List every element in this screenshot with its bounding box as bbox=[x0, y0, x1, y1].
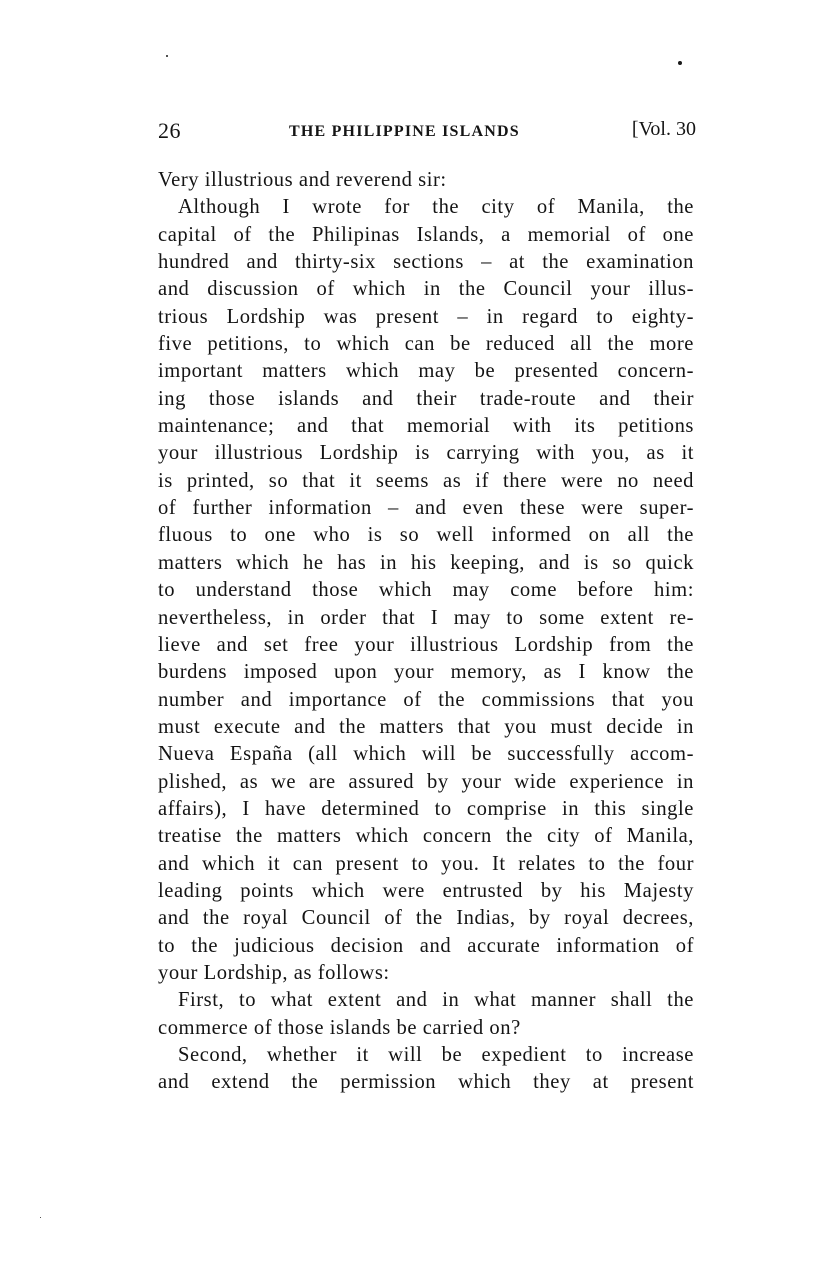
page-header bbox=[158, 118, 696, 148]
text-line: and which it can present to you. It relates to the four bbox=[158, 852, 694, 875]
running-title: THE PHILIPPINE ISLANDS bbox=[289, 123, 520, 140]
text-line: and the royal Council of the Indias, by royal decrees, bbox=[158, 907, 694, 930]
print-speck bbox=[678, 61, 682, 65]
text-line: to understand those which may come before him: bbox=[158, 579, 694, 602]
text-line: lieve and set free your illustrious Lordship from the bbox=[158, 633, 694, 656]
text-line: Although I wrote for the city of Manila, the bbox=[178, 196, 694, 219]
text-line: is printed, so that it seems as if there were no need bbox=[158, 469, 694, 492]
text-line: your Lordship, as follows: bbox=[158, 961, 390, 984]
text-line: and discussion of which in the Council your illus- bbox=[158, 278, 694, 301]
text-line: important matters which may be presented concern- bbox=[158, 360, 694, 383]
text-line: and extend the permission which they at present bbox=[158, 1071, 694, 1094]
page-number: 26 bbox=[158, 118, 181, 143]
text-line: capital of the Philipinas Islands, a memorial of one bbox=[158, 223, 694, 246]
print-speck bbox=[40, 1217, 41, 1218]
text-line: Very illustrious and reverend sir: bbox=[158, 169, 447, 191]
text-line: must execute and the matters that you must decide in bbox=[158, 715, 694, 738]
text-line: to the judicious decision and accurate information of bbox=[158, 934, 694, 957]
text-line: number and importance of the commissions that you bbox=[158, 688, 694, 711]
text-line: maintenance; and that memorial with its petitions bbox=[158, 415, 694, 438]
text-line: of further information – and even these were super- bbox=[158, 497, 694, 520]
text-line: leading points which were entrusted by his Majesty bbox=[158, 879, 694, 902]
text-line: five petitions, to which can be reduced all the more bbox=[158, 333, 694, 356]
text-line: ing those islands and their trade-route and their bbox=[158, 387, 694, 410]
text-line: Second, whether it will be expedient to increase bbox=[178, 1044, 694, 1066]
text-line: commerce of those islands be carried on? bbox=[158, 1016, 521, 1039]
text-line: trious Lordship was present – in regard to eighty- bbox=[158, 305, 694, 328]
text-line: fluous to one who is so well informed on all the bbox=[158, 524, 694, 547]
text-line: plished, as we are assured by your wide experience in bbox=[158, 770, 694, 793]
text-line: Nueva España (all which will be successfully accom- bbox=[158, 743, 694, 766]
text-line: affairs), I have determined to comprise in this single bbox=[158, 797, 694, 820]
body-text bbox=[158, 167, 694, 1097]
text-line: hundred and thirty-six sections – at the examination bbox=[158, 251, 694, 274]
text-line: treatise the matters which concern the city of Manila, bbox=[158, 825, 694, 848]
text-line: nevertheless, in order that I may to some extent re- bbox=[158, 606, 694, 629]
text-line: your illustrious Lordship is carrying with you, as it bbox=[158, 442, 694, 465]
text-line: burdens imposed upon your memory, as I know the bbox=[158, 661, 694, 684]
text-line: First, to what extent and in what manner shall the bbox=[178, 989, 694, 1012]
print-speck bbox=[166, 55, 168, 57]
volume-marker: [Vol. 30 bbox=[631, 118, 696, 140]
text-line: matters which he has in his keeping, and is so quick bbox=[158, 551, 694, 574]
